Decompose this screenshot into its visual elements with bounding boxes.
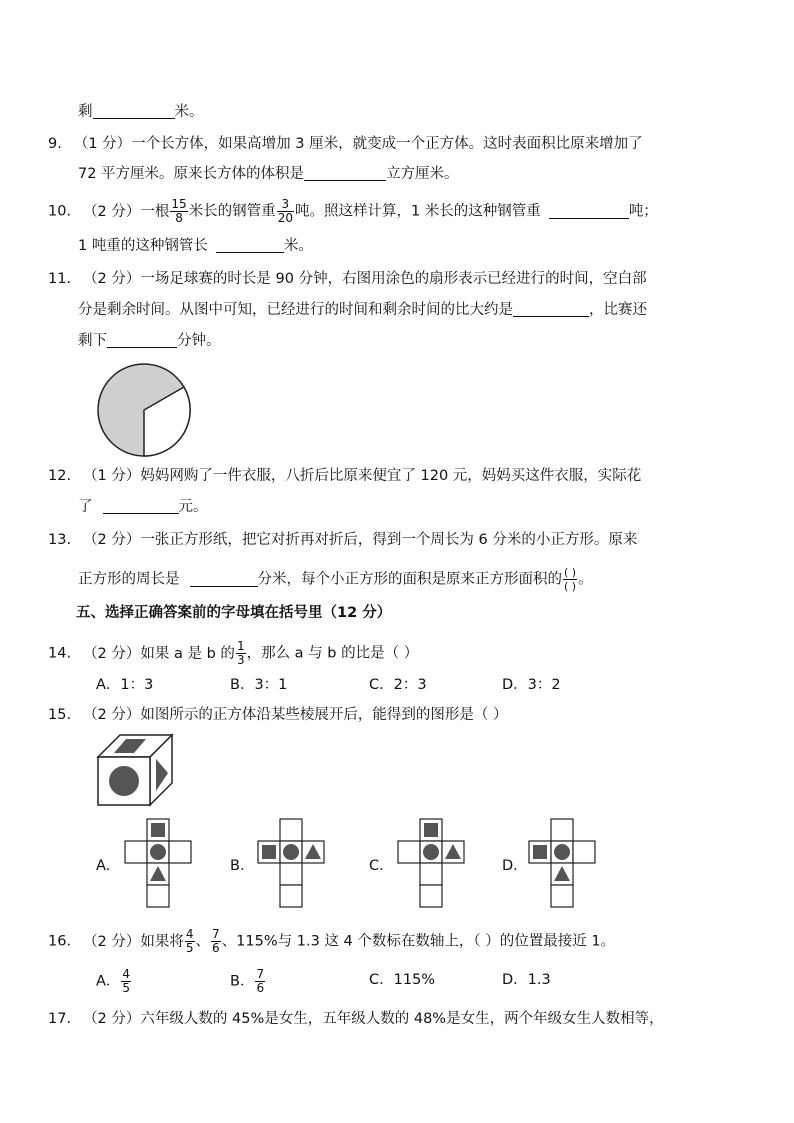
section-title: 五、选择正确答案前的字母填在括号里（12 分）	[76, 605, 392, 621]
answer-blank[interactable]	[107, 332, 177, 348]
circle-icon	[423, 844, 439, 860]
option-d-label[interactable]: D．	[502, 858, 528, 874]
q14-stem: 14. （2 分）如果 a 是 b 的 $\frac{1}{3}$ ，那么 a 与 b 的比是（ ）	[48, 639, 419, 667]
q10-line1: 10. （2 分）一根 $\frac{15}{8}$ 米长的钢管重 $\frac{3}{20}$ 吨。照这样计算，1 米长的这种钢管重 吨；	[48, 197, 658, 225]
net-option-b[interactable]	[256, 818, 326, 910]
fraction: $\frac{3}{20}$	[277, 197, 293, 225]
option-c[interactable]: C．2：3	[369, 677, 427, 693]
answer-blank[interactable]	[549, 203, 629, 219]
question-number: 15.	[48, 707, 72, 723]
option-a-label[interactable]: A．	[96, 858, 121, 874]
fraction-blank[interactable]: $\frac{( )}{( )}$	[564, 566, 577, 593]
question-number: 9.	[48, 136, 62, 152]
q12-line1: 12. （1 分）妈妈网购了一件衣服，八折后比原来便宜了 120 元，妈妈买这件衣服，实际花	[48, 468, 642, 484]
answer-blank[interactable]	[190, 571, 258, 587]
q9-line1: 9. （1 分）一个长方体，如果高增加 3 厘米，就变成一个正方体。这时表面积比原来增加了	[48, 136, 643, 152]
square-icon	[533, 845, 547, 859]
option-b[interactable]: B． $\frac{7}{6}$	[230, 967, 265, 995]
option-d[interactable]: D．3：2	[502, 677, 561, 693]
q12-line2: 了 元。	[78, 499, 208, 515]
circle-icon	[554, 844, 570, 860]
option-b[interactable]: B．3：1	[230, 677, 288, 693]
answer-blank[interactable]	[103, 498, 179, 514]
net-option-c[interactable]	[396, 818, 466, 910]
q15-stem: 15. （2 分）如图所示的正方体沿某些棱展开后，能得到的图形是（ ）	[48, 707, 508, 723]
answer-blank[interactable]	[93, 103, 175, 119]
square-icon	[424, 823, 438, 837]
circle-icon	[109, 766, 139, 796]
q9-line2: 72 平方厘米。原来长方体的体积是 立方厘米。	[78, 166, 459, 182]
fraction: $\frac{1}{3}$	[236, 639, 245, 667]
net-option-a[interactable]	[123, 818, 193, 910]
cube-figure	[96, 733, 176, 807]
q11-line1: 11. （2 分）一场足球赛的时长是 90 分钟，右图用涂色的扇形表示已经进行的时间，空白部	[48, 271, 647, 287]
fraction: $\frac{15}{8}$	[171, 197, 187, 225]
time-sector-figure	[96, 362, 192, 458]
question-number: 16.	[48, 933, 72, 950]
circle-icon	[150, 844, 166, 860]
q16-stem: 16. （2 分）如果将 $\frac{4}{5}$ 、 $\frac{7}{6}$ 、115%与 1.3 这 4 个数标在数轴上，（ ）的位置最接近 1。	[48, 927, 616, 955]
q11-line2: 分是剩余时间。从图中可知，已经进行的时间和剩余时间的比大约是 ，比赛还	[78, 302, 647, 318]
answer-blank[interactable]	[513, 301, 589, 317]
answer-blank[interactable]	[304, 165, 386, 181]
q13-line1: 13. （2 分）一张正方形纸，把它对折再对折后，得到一个周长为 6 分米的小正方形。原来	[48, 532, 638, 548]
fraction: $\frac{4}{5}$	[185, 927, 194, 955]
q17-stem: 17. （2 分）六年级人数的 45%是女生，五年级人数的 48%是女生，两个年级女生人数相等，	[48, 1011, 664, 1027]
question-number: 10.	[48, 203, 72, 220]
q11-line3: 剩下 分钟。	[78, 333, 221, 349]
option-c-label[interactable]: C．	[369, 858, 394, 874]
fraction: $\frac{7}{6}$	[256, 967, 265, 995]
q13-line2: 正方形的周长是 分米，每个小正方形的面积是原来正方形面积的 $\frac{( )}{( )}$ 。	[78, 566, 593, 593]
answer-blank[interactable]	[216, 237, 284, 253]
q8-tail: 剩 米。	[78, 104, 204, 120]
square-icon	[262, 845, 276, 859]
net-option-d[interactable]	[527, 818, 597, 910]
q10-line2: 1 吨重的这种钢管长 米。	[78, 238, 313, 254]
option-b-label[interactable]: B．	[230, 858, 255, 874]
question-number: 17.	[48, 1011, 72, 1027]
square-icon	[151, 823, 165, 837]
option-d[interactable]: D．1.3	[502, 972, 551, 988]
question-number: 14.	[48, 645, 72, 662]
option-c[interactable]: C．115%	[369, 972, 436, 988]
question-number: 11.	[48, 271, 72, 287]
option-a[interactable]: A．1：3	[96, 677, 154, 693]
question-number: 13.	[48, 532, 72, 548]
fraction: $\frac{7}{6}$	[212, 927, 220, 955]
fraction: $\frac{4}{5}$	[122, 967, 131, 995]
question-number: 12.	[48, 468, 72, 484]
option-a[interactable]: A． $\frac{4}{5}$	[96, 967, 131, 995]
circle-icon	[283, 844, 299, 860]
